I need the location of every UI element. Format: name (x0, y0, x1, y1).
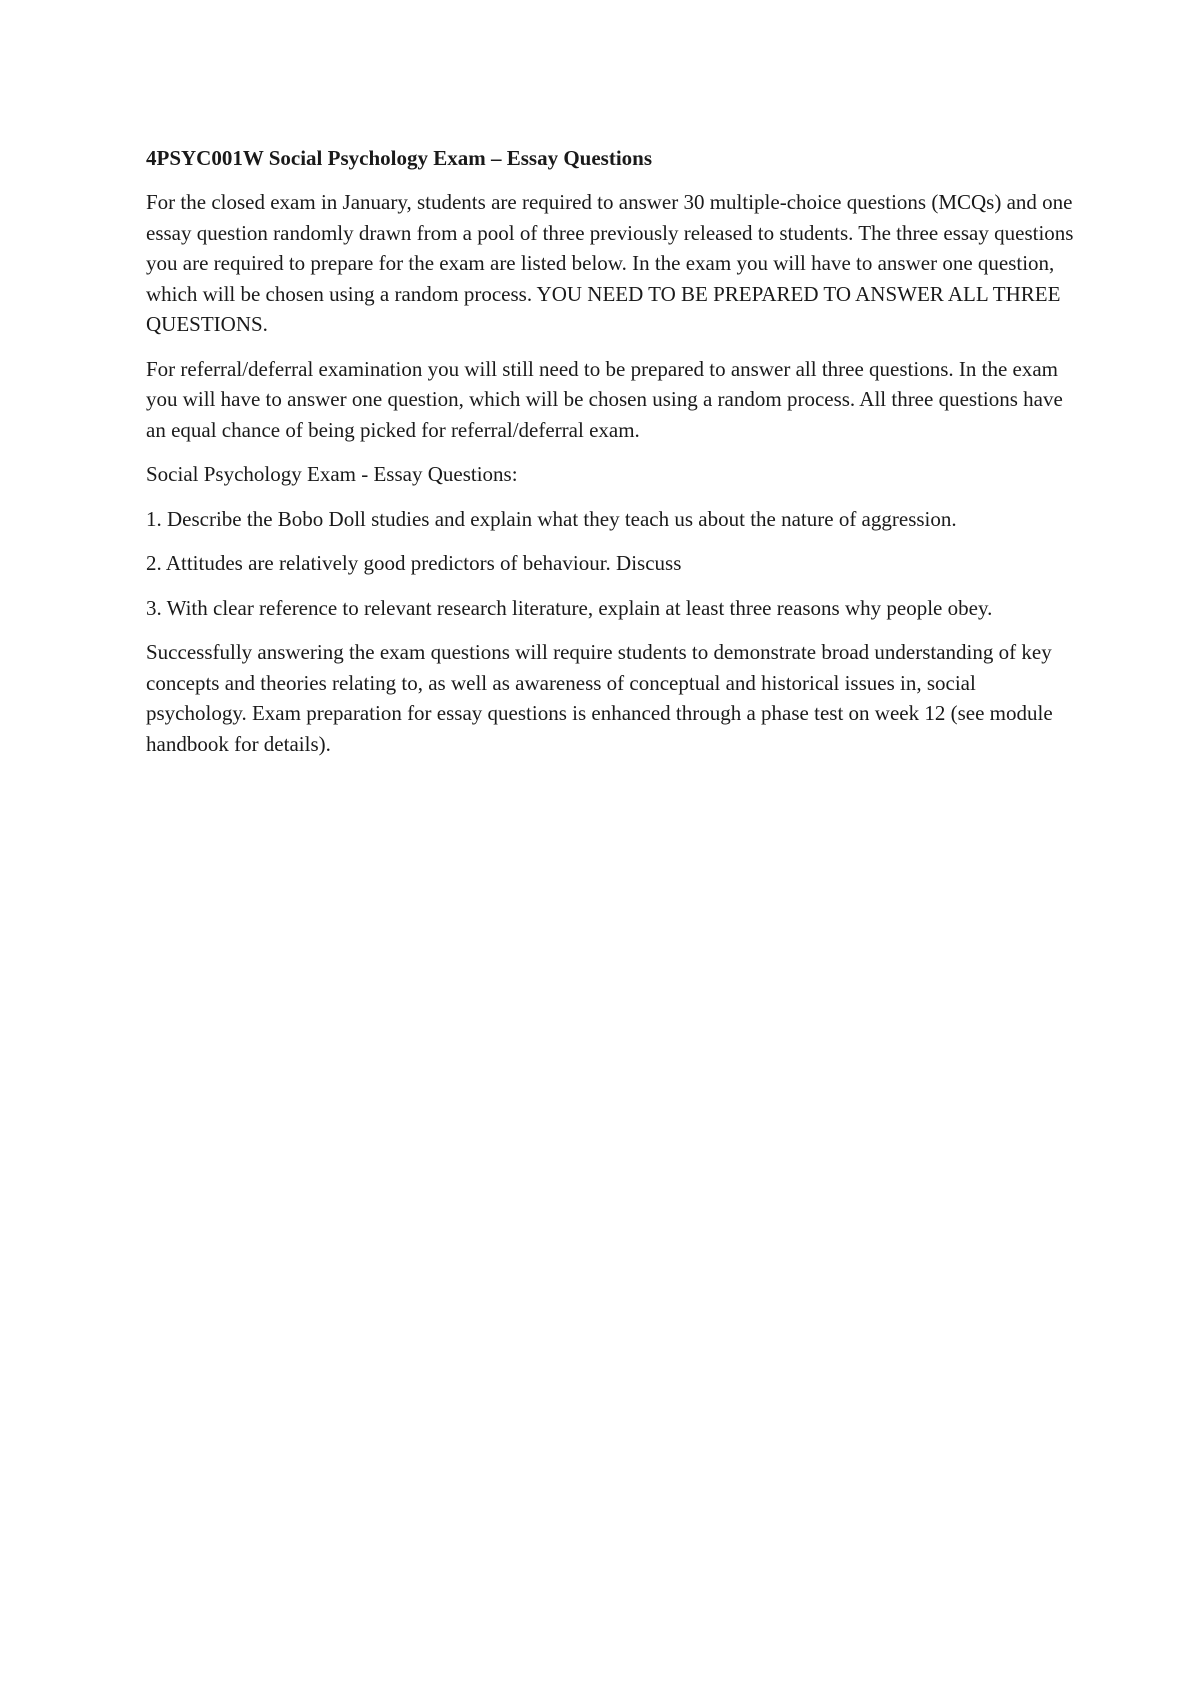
questions-heading: Social Psychology Exam - Essay Questions: (146, 462, 518, 486)
intro-paragraph: For the closed exam in January, students are required to answer 30 multiple-choice questions (MCQs) and one essay question randomly drawn from a pool of three previously released to students. The three essay questions you are required to prepare for the exam are listed below. In the exam you will have to answer one question, which will be chosen using a random process. YOU NEED TO BE PREPARED TO ANSWER ALL THREE QUESTIONS. (146, 190, 1074, 336)
question-item-2: 2. Attitudes are relatively good predictors of behaviour. Discuss (146, 551, 682, 575)
closing-paragraph: Successfully answering the exam questions will require students to demonstrate broad understanding of key concepts and theories relating to, as well as awareness of conceptual and historical issues in, social psychology. Exam preparation for essay questions is enhanced through a phase test on week 12 (see module handbook for details). (146, 640, 1053, 756)
question-item-3: 3. With clear reference to relevant research literature, explain at least three reasons why people obey. (146, 595, 993, 620)
document-body (146, 143, 1076, 773)
document-title: 4PSYC001W Social Psychology Exam – Essay Questions (146, 146, 652, 170)
question-item-1: 1. Describe the Bobo Doll studies and explain what they teach us about the nature of aggression. (146, 506, 957, 531)
referral-paragraph: For referral/deferral examination you will still need to be prepared to answer all three questions. In the exam you will have to answer one question, which will be chosen using a random process. All three questions have an equal chance of being picked for referral/deferral exam. (146, 356, 1063, 442)
